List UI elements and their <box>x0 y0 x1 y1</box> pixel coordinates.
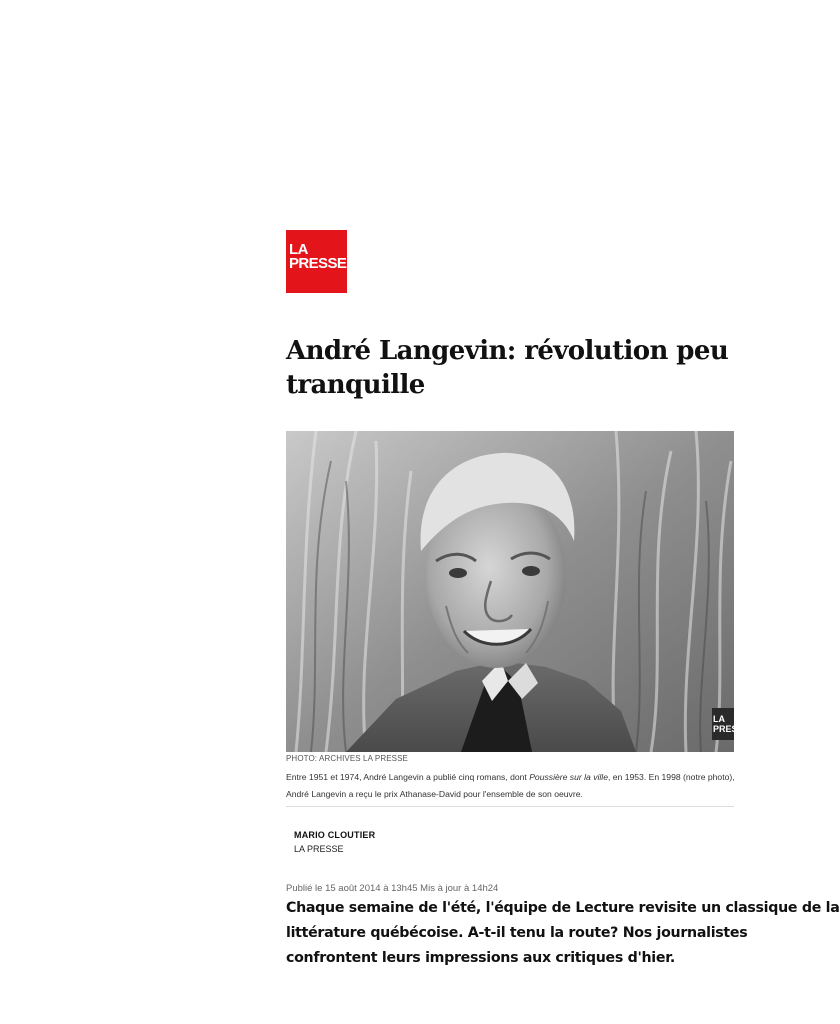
lede-line-1: Chaque semaine de l'été, l'équipe de Lecture revisite un classique de la <box>286 900 840 916</box>
photo-watermark <box>712 708 750 740</box>
article-photo[interactable] <box>286 431 750 752</box>
photo-caption <box>286 769 768 803</box>
caption-line-2: André Langevin a reçu le prix Athanase-David pour l'ensemble de son oeuvre. <box>286 789 583 799</box>
publish-dateline: Publié le 15 août 2014 à 13h45 Mis à jour à 14h24 <box>286 883 499 894</box>
portrait-photo-icon <box>286 431 750 752</box>
watermark-line-1: LA <box>713 714 725 724</box>
lede-line-2: littérature québécoise. A-t-il tenu la route? Nos journalistes <box>286 925 748 941</box>
caption-book-title: Poussière sur la ville <box>529 772 608 782</box>
caption-line-1-before: Entre 1951 et 1974, André Langevin a publié cinq romans, dont <box>286 772 530 782</box>
article-title: André Langevin: révolution peu tranquille <box>286 336 729 400</box>
divider <box>286 806 734 807</box>
author-outlet: LA PRESSE <box>294 844 344 854</box>
logo-line-2: PRESSE <box>289 255 347 272</box>
photo-credit: PHOTO: ARCHIVES LA PRESSE <box>286 754 408 763</box>
la-presse-logo[interactable] <box>286 230 347 293</box>
article-lede <box>286 896 840 971</box>
watermark-line-2: PRESSE <box>713 724 750 734</box>
author-name[interactable]: MARIO CLOUTIER <box>294 830 376 840</box>
caption-line-1-after: , en 1953. En 1998 (notre photo), <box>608 772 735 782</box>
lede-line-3: confrontent leurs impressions aux critiques d'hier. <box>286 950 675 966</box>
logo-line-1: LA <box>289 241 308 258</box>
caption-line-1 <box>286 769 768 786</box>
